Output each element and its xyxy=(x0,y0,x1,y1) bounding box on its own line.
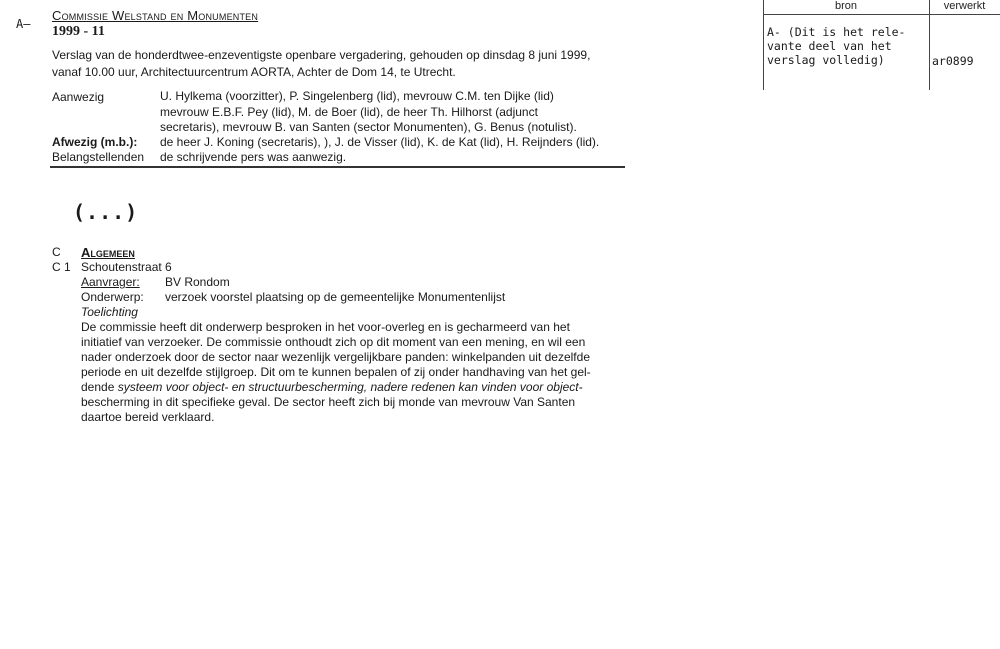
item-address: Schoutenstraat 6 xyxy=(81,260,172,274)
present-line-2: mevrouw E.B.F. Pey (lid), M. de Boer (lid), de heer Th. Hilhorst (adjunct xyxy=(160,105,538,119)
subject-value: verzoek voorstel plaatsing op de gemeentelijke Monumentenlijst xyxy=(165,290,506,304)
applicant-value: BV Rondom xyxy=(165,275,230,289)
body-line-italic: systeem voor object- en structuurbescherming, nadere redenen kan vinden voor object- xyxy=(117,380,583,394)
absent-text: de heer J. Koning (secretaris), ), J. de Visser (lid), K. de Kat (lid), H. Reijnders (lid). xyxy=(160,135,600,149)
body-line: periode en uit dezelfde stijlgroep. Dit om te kunnen bepalen of zij onder handhaving van het gel- xyxy=(81,365,591,379)
body-line: bescherming in dit specifieke geval. De sector heeft zich bij monde van mevrouw Van Santen xyxy=(81,395,576,409)
body-line: initiatief van verzoeker. De commissie onthoudt zich op dit moment van een mening, en wil een xyxy=(81,335,586,349)
table-header-rule xyxy=(763,14,1000,15)
present-label: Aanwezig xyxy=(52,90,105,104)
margin-mark: A– xyxy=(16,17,31,31)
report-number: 1999 - 11 xyxy=(52,24,105,39)
column-header-verwerkt: verwerkt xyxy=(943,0,986,12)
processed-code: ar0899 xyxy=(932,54,974,68)
organisation-name: Commissie Welstand en Monumenten xyxy=(52,8,259,23)
section-letter: C xyxy=(52,245,61,259)
table-column-divider xyxy=(929,0,930,90)
applicant-label: Aanvrager: xyxy=(81,275,140,289)
present-line-1: U. Hylkema (voorzitter), P. Singelenberg (lid), mevrouw C.M. ten Dijke (lid) xyxy=(160,89,554,103)
column-header-bron: bron xyxy=(834,0,858,12)
interested-text: de schrijvende pers was aanwezig. xyxy=(160,150,347,164)
source-note-line: verslag volledig) xyxy=(767,53,885,67)
body-line: dende systeem voor object- en structuurbescherming, nadere redenen kan vinden voor object- xyxy=(81,380,583,394)
present-line-3: secretaris), mevrouw B. van Santen (sector Monumenten), G. Benus (notulist). xyxy=(160,120,577,134)
header-divider xyxy=(50,166,625,168)
source-note-line: A- (Dit is het rele- xyxy=(767,25,906,39)
section-title: Algemeen xyxy=(81,245,135,260)
explanation-label: Toelichting xyxy=(81,305,138,319)
omission-ellipsis: (...) xyxy=(73,200,139,224)
table-left-border xyxy=(763,0,764,90)
absent-label: Afwezig (m.b.): xyxy=(52,135,138,149)
body-line: De commissie heeft dit onderwerp besproken in het voor-overleg en is gecharmeerd van het xyxy=(81,320,570,334)
body-line: nader onderzoek door de sector naar wezenlijk vergelijkbare panden: winkelpanden uit dezelfde xyxy=(81,350,590,364)
subject-label: Onderwerp: xyxy=(81,290,144,304)
report-intro-line-2: vanaf 10.00 uur, Architectuurcentrum AORTA, Achter de Dom 14, te Utrecht. xyxy=(52,65,456,79)
report-intro-line-1: Verslag van de honderdtwee-enzeventigste openbare vergadering, gehouden op dinsdag 8 juni 1999, xyxy=(52,48,591,62)
item-number: C 1 xyxy=(52,260,71,274)
source-note-line: vante deel van het xyxy=(767,39,892,53)
source-table xyxy=(763,0,1000,90)
body-line: daartoe bereid verklaard. xyxy=(81,410,215,424)
interested-label: Belangstellenden xyxy=(52,150,145,164)
